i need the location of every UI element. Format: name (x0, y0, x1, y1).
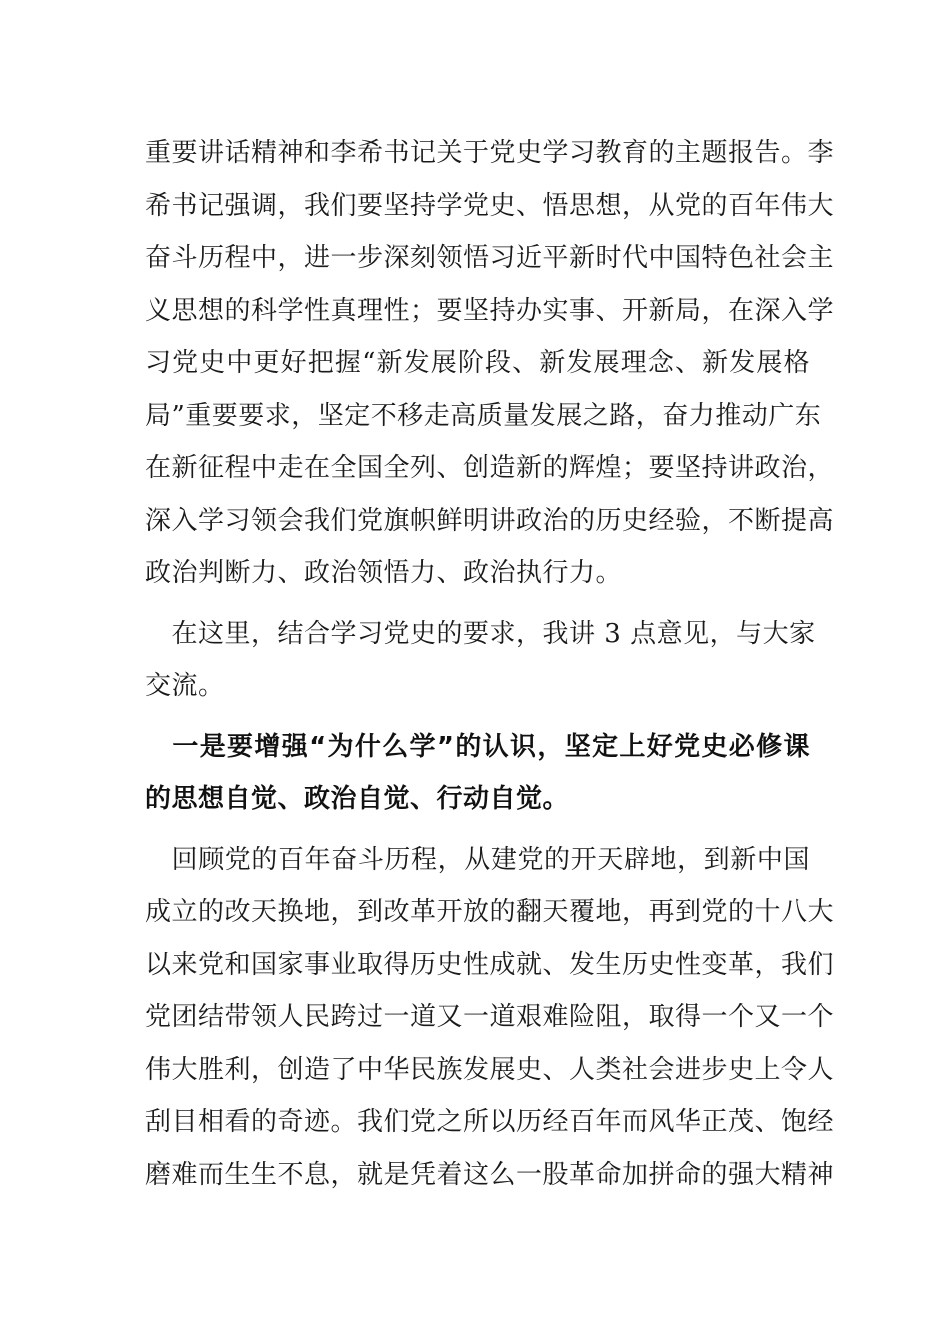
paragraph-spacer (145, 600, 810, 608)
text-line: 义思想的科学性真理性；要坚持办实事、开新局，在深入学 (145, 295, 835, 326)
paragraph-spacer (145, 713, 810, 721)
text-line: 刮目相看的奇迹。我们党之所以历经百年而风华正茂、饱经 (145, 1107, 835, 1137)
text-line: 重要讲话精神和李希书记关于党史学习教育的主题报告。李 (145, 138, 835, 168)
text-line: 习党史中更好把握“新发展阶段、新发展理念、新发展格 (145, 348, 810, 378)
paragraph-intro (145, 127, 835, 600)
text-line: 以来党和国家事业取得历史性成就、发生历史性变革，我们 (145, 949, 835, 980)
section-heading (145, 721, 810, 826)
text-line: 政治判断力、政治领悟力、政治执行力。 (145, 558, 623, 588)
text-line: 成立的改天换地，到改革开放的翻天覆地，再到党的十八大 (145, 897, 835, 927)
paragraph-body (145, 834, 835, 1202)
text-line: 深入学习领会我们党旗帜鲜明讲政治的历史经验，不断提高 (145, 505, 835, 536)
text-line: 希书记强调，我们要坚持学党史、悟思想，从党的百年伟大 (145, 190, 835, 221)
text-line: 回顾党的百年奋斗历程，从建党的开天辟地，到新中国 (145, 844, 810, 875)
text-line: 在新征程中走在全国全列、创造新的辉煌；要坚持讲政治， (145, 453, 835, 483)
heading-line: 一是要增强“为什么学”的认识，坚定上好党史必修课 (145, 731, 810, 762)
text-line: 奋斗历程中，进一步深刻领悟习近平新时代中国特色社会主 (145, 243, 835, 273)
text-line: 磨难而生生不息，就是凭着这么一股革命加拼命的强大精神 (145, 1159, 835, 1190)
heading-line: 的思想自觉、政治自觉、行动自觉。 (145, 784, 570, 814)
text-line: 交流。 (145, 671, 225, 701)
text-line: 局”重要要求，坚定不移走高质量发展之路，奋力推动广东 (145, 400, 822, 431)
document-body (145, 127, 835, 1201)
text-line: 在这里，结合学习党史的要求，我讲 3 点意见，与大家 (145, 618, 816, 649)
text-line: 党团结带领人民跨过一道又一道艰难险阻，取得一个又一个 (145, 1002, 835, 1032)
text-line: 伟大胜利，创造了中华民族发展史、人类社会进步史上令人 (145, 1054, 835, 1085)
paragraph-transition (145, 608, 816, 713)
paragraph-spacer (145, 826, 810, 834)
